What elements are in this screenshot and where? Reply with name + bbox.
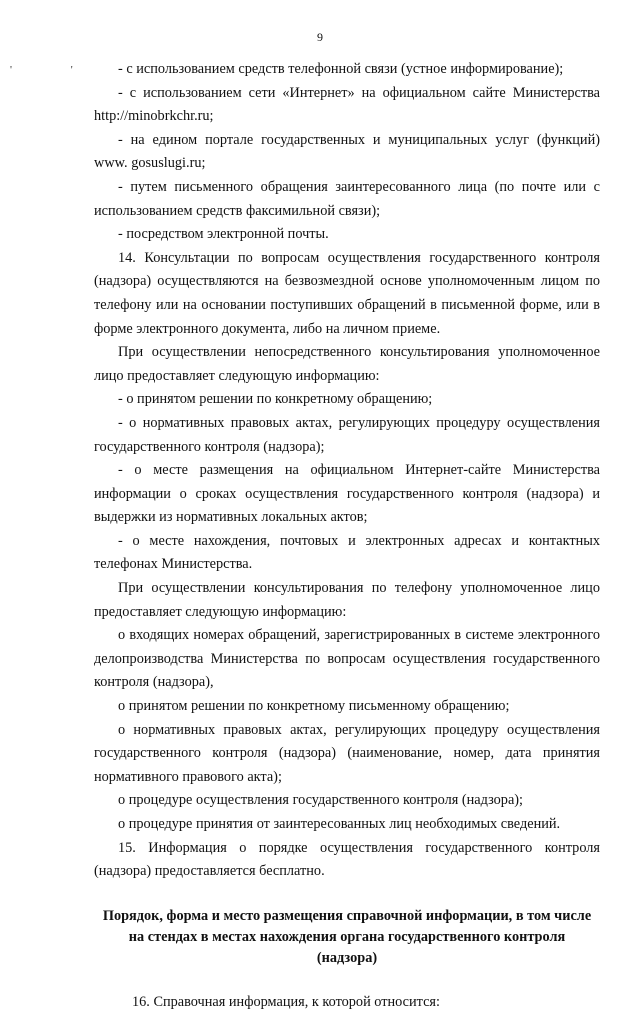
paragraph: При осуществлении непосредственного консультирования уполномоченное лицо предоставляет следующую информацию: xyxy=(94,344,600,384)
paragraph: - на едином портале государственных и муниципальных услуг (функций) www. gosuslugi.ru; xyxy=(94,131,600,172)
paragraph: - путем письменного обращения заинтересованного лица (по почте или с использованием средств факсимильной связи); xyxy=(94,178,600,219)
paragraph: 14. Консультации по вопросам осуществления государственного контроля (надзора) осуществляются на безвозмездной основе уполномоченным лицом по телефону или на основании поступивших обращений в письменной форме, или в форме электронного документа, либо на личном приеме. xyxy=(94,249,600,337)
paragraph: о нормативных правовых актах, регулирующих процедуру осуществления государственного контроля (надзора) (наименование, номер, дата принятия нормативного правового акта); xyxy=(94,721,600,785)
paragraph: - о нормативных правовых актах, регулирующих процедуру осуществления государственного контроля (надзора); xyxy=(94,414,600,455)
paragraph: о входящих номерах обращений, зарегистрированных в системе электронного делопроизводства Министерства по вопросам осуществления государственного контроля (надзора), xyxy=(94,627,600,691)
paragraph: - с использованием средств телефонной связи (устное информирование); xyxy=(118,61,564,77)
paragraph: При осуществлении консультирования по телефону уполномоченное лицо предоставляет следующую информацию: xyxy=(94,580,600,620)
paragraph: о процедуре принятия от заинтересованных лиц необходимых сведений. xyxy=(118,816,561,832)
paragraph: о процедуре осуществления государственного контроля (надзора); xyxy=(118,792,524,809)
section-heading: Порядок, форма и место размещения справочной информации, в том числе на стендах в местах нахождения органа государственного контроля (надзора) xyxy=(102,907,592,966)
document-body xyxy=(94,58,600,1014)
paragraph: - о принятом решении по конкретному обращению; xyxy=(118,391,433,408)
paragraph: - с использованием сети «Интернет» на официальном сайте Министерства http://minobrkchr.ru; xyxy=(94,84,600,125)
paragraph: - о месте нахождения, почтовых и электронных адресах и контактных телефонах Министерства. xyxy=(94,532,600,573)
paragraph: - о месте размещения на официальном Интернет-сайте Министерства информации о сроках осуществления государственного контроля (надзора) и выдержки из нормативных локальных актов; xyxy=(94,462,600,526)
page-number: 9 xyxy=(317,30,323,44)
paragraph: - посредством электронной почты. xyxy=(118,226,329,243)
paragraph: 16. Справочная информация, к которой относится: xyxy=(132,993,440,1010)
margin-marks: ' ' xyxy=(10,64,101,76)
paragraph: о принятом решении по конкретному письменному обращению; xyxy=(118,698,510,715)
paragraph: 15. Информация о порядке осуществления государственного контроля (надзора) предоставляется бесплатно. xyxy=(94,839,600,880)
